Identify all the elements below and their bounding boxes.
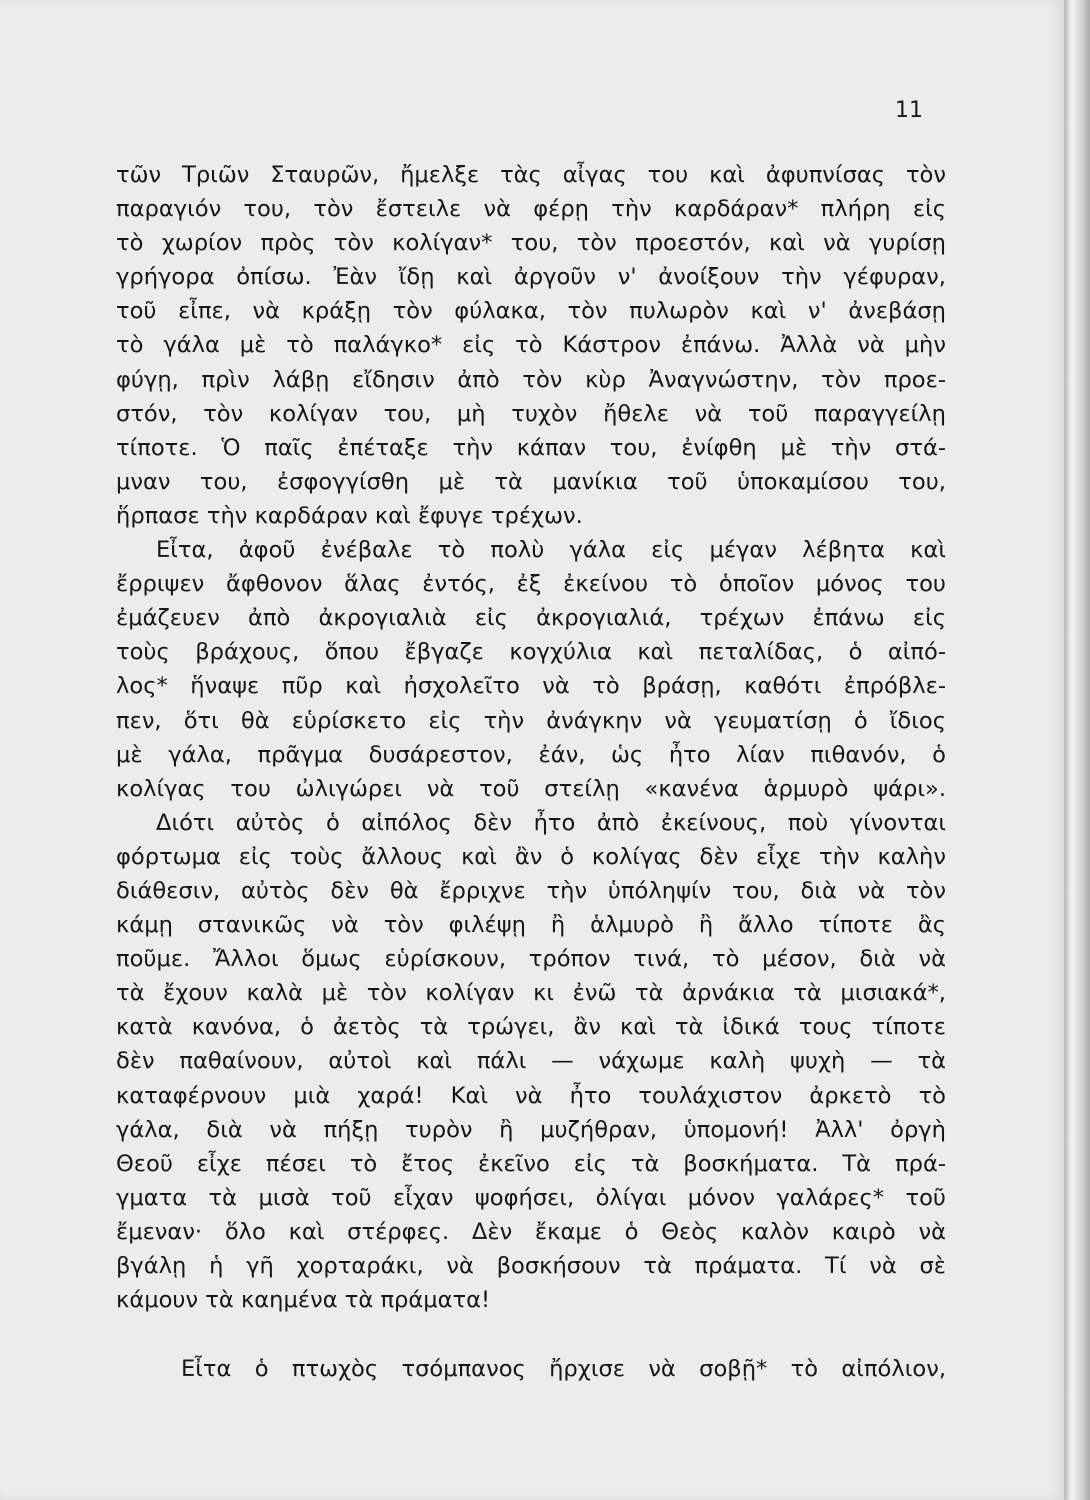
text-line: κατὰ κανόνα, ὁ ἀετὸς τὰ τρώγει, ἂν καὶ τὰ ἰδικά τους τίποτε xyxy=(116,1014,946,1041)
text-line: ἐμάζευεν ἀπὸ ἀκρογιαλιὰ εἰς ἀκρογιαλιά, τρέχων ἐπάνω εἰς xyxy=(116,605,946,632)
text-line: φύγῃ, πρὶν λάβῃ εἴδησιν ἀπὸ τὸν κὺρ Ἀναγνώστην, τὸν προε- xyxy=(116,366,946,393)
text-line: γάλα, διὰ νὰ πήξῃ τυρὸν ἢ μυζήθραν, ὑπομονή! Ἀλλ' ὀργὴ xyxy=(116,1116,946,1143)
text-line: μναν του, ἐσφογγίσθη μὲ τὰ μανίκια τοῦ ὑποκαμίσου του, xyxy=(116,468,946,495)
text-line: τὰ ἔχουν καλὰ μὲ τὸν κολίγαν κι ἐνῶ τὰ ἀρνάκια τὰ μισιακά*, xyxy=(116,980,946,1007)
body-text xyxy=(116,158,946,1317)
text-line: διάθεσιν, αὐτὸς δὲν θὰ ἔρριχνε τὴν ὑπόληψίν του, διὰ νὰ τὸν xyxy=(116,877,946,904)
text-line: Θεοῦ εἶχε πέσει τὸ ἔτος ἐκεῖνο εἰς τὰ βοσκήματα. Τὰ πρά- xyxy=(116,1150,946,1177)
text-line: ἔρριψεν ἄφθονον ἅλας ἐντός, ἐξ ἐκείνου τὸ ὁποῖον μόνος του xyxy=(116,571,946,598)
text-line: Εἶτα, ἀφοῦ ἐνέβαλε τὸ πολὺ γάλα εἰς μέγαν λέβητα καὶ xyxy=(156,537,946,564)
text-line: δὲν παθαίνουν, αὐτοὶ καὶ πάλι — νάχωμε καλὴ ψυχὴ — τὰ xyxy=(116,1048,946,1075)
text-line: γρήγορα ὀπίσω. Ἐὰν ἴδῃ καὶ ἀργοῦν ν' ἀνοίξουν τὴν γέφυραν, xyxy=(116,264,946,291)
text-line: παραγιόν του, τὸν ἔστειλε νὰ φέρῃ τὴν καρδάραν* πλήρη εἰς xyxy=(116,196,946,223)
text-line: κολίγας του ὠλιγώρει νὰ τοῦ στείλῃ «κανένα ἁρμυρὸ ψάρι». xyxy=(116,775,946,802)
text-line: μὲ γάλα, πρᾶγμα δυσάρεστον, ἐάν, ὡς ἦτο λίαν πιθανόν, ὁ xyxy=(116,741,946,768)
text-line: ποῦμε. Ἄλλοι ὅμως εὑρίσκουν, τρόπον τινά, τὸ μέσον, διὰ νὰ xyxy=(116,946,946,973)
text-line: κάμῃ στανικῶς νὰ τὸν φιλέψῃ ἢ ἁλμυρὸ ἢ ἄλλο τίποτε ἂς xyxy=(116,912,946,939)
text-line: τοῦ εἶπε, νὰ κράξῃ τὸν φύλακα, τὸν πυλωρὸν καὶ ν' ἀνεβάσῃ xyxy=(116,298,946,325)
text-line: ἔμεναν· ὅλο καὶ στέρφες. Δὲν ἔκαμε ὁ Θεὸς καλὸν καιρὸ νὰ xyxy=(116,1218,946,1245)
text-line: πεν, ὅτι θὰ εὑρίσκετο εἰς τὴν ἀνάγκην νὰ γευματίσῃ ὁ ἴδιος xyxy=(116,707,946,734)
text-line: τίποτε. Ὁ παῖς ἐπέταξε τὴν κάπαν του, ἐνίφθη μὲ τὴν στά- xyxy=(116,434,946,461)
text-line: φόρτωμα εἰς τοὺς ἄλλους καὶ ἂν ὁ κολίγας δὲν εἶχε τὴν καλὴν xyxy=(116,843,946,870)
page-number: 11 xyxy=(895,98,923,123)
text-line: τὸ χωρίον πρὸς τὸν κολίγαν* του, τὸν προεστόν, καὶ νὰ γυρίσῃ xyxy=(116,230,946,257)
text-line: γματα τὰ μισὰ τοῦ εἶχαν ψοφήσει, ὀλίγαι μόνον γαλάρες* τοῦ xyxy=(116,1184,946,1211)
text-line: ἥρπασε τὴν καρδάραν καὶ ἔφυγε τρέχων. xyxy=(116,502,583,529)
text-line: τοὺς βράχους, ὅπου ἔβγαζε κογχύλια καὶ πεταλίδας, ὁ αἰπό- xyxy=(116,639,946,666)
text-line: τῶν Τριῶν Σταυρῶν, ἤμελξε τὰς αἶγας του καὶ ἀφυπνίσας τὸν xyxy=(116,162,946,188)
text-line: βγάλῃ ἡ γῆ χορταράκι, νὰ βοσκήσουν τὰ πράματα. Τί νὰ σὲ xyxy=(116,1253,946,1279)
text-line: κάμουν τὰ καημένα τὰ πράματα! xyxy=(116,1287,491,1314)
text-line: καταφέρνουν μιὰ χαρά! Καὶ νὰ ἦτο τουλάχιστον ἀρκετὸ τὸ xyxy=(116,1082,946,1109)
page-edge xyxy=(1064,0,1090,1500)
next-paragraph xyxy=(116,1352,946,1386)
text-line: λος* ἥναψε πῦρ καὶ ἠσχολεῖτο νὰ τὸ βράσῃ, καθότι ἐπρόβλε- xyxy=(116,673,946,700)
text-line: τὸ γάλα μὲ τὸ παλάγκο* εἰς τὸ Κάστρον ἐπάνω. Ἀλλὰ νὰ μὴν xyxy=(116,332,946,359)
text-line: Διότι αὐτὸς ὁ αἰπόλος δὲν ἦτο ἀπὸ ἐκείνους, ποὺ γίνονται xyxy=(156,809,946,836)
text-line: Εἶτα ὁ πτωχὸς τσόμπανος ἤρχισε νὰ σοβῇ* τὸ αἰπόλιον, xyxy=(181,1356,946,1382)
text-line: στόν, τὸν κολίγαν του, μὴ τυχὸν ἤθελε νὰ τοῦ παραγγείλῃ xyxy=(116,400,946,427)
